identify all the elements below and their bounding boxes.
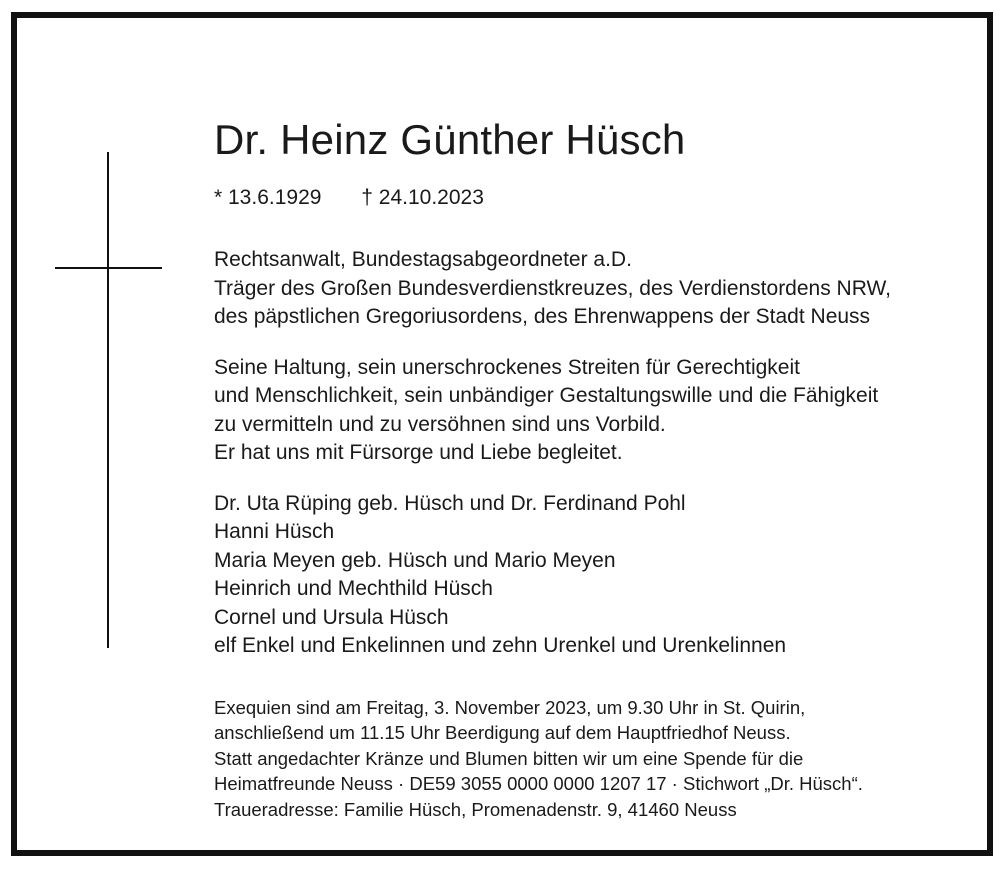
family-member: Maria Meyen geb. Hüsch und Mario Meyen <box>214 548 616 572</box>
birth-date: * 13.6.1929 <box>214 186 322 209</box>
titles-line: Rechtsanwalt, Bundestagsabgeordneter a.D. <box>214 248 632 271</box>
family-block <box>214 490 954 661</box>
notice-content <box>214 112 954 822</box>
funeral-info-line: Traueradresse: Familie Hüsch, Promenadenstr. 9, 41460 Neuss <box>214 798 737 820</box>
titles-block <box>214 246 954 332</box>
titles-line: Träger des Großen Bundesverdienstkreuzes, des Verdienstordens NRW, <box>214 276 892 300</box>
family-member: Dr. Uta Rüping geb. Hüsch und Dr. Ferdinand Pohl <box>214 491 686 515</box>
life-dates <box>214 184 954 212</box>
tribute-line: Er hat uns mit Fürsorge und Liebe begleitet. <box>214 441 623 464</box>
family-member: Heinrich und Mechthild Hüsch <box>214 577 493 600</box>
cross-horizontal-bar <box>55 267 162 269</box>
titles-line: des päpstlichen Gregoriusordens, des Ehrenwappens der Stadt Neuss <box>214 305 871 328</box>
family-member: Cornel und Ursula Hüsch <box>214 605 449 629</box>
deceased-name: Dr. Heinz Günther Hüsch <box>214 116 686 163</box>
funeral-info-line: anschließend um 11.15 Uhr Beerdigung auf dem Hauptfriedhof Neuss. <box>214 722 791 743</box>
funeral-info-line: Exequien sind am Freitag, 3. November 2023, um 9.30 Uhr in St. Quirin, <box>214 696 806 718</box>
funeral-info-line: Statt angedachter Kränze und Blumen bitten wir um eine Spende für die <box>214 747 804 769</box>
tribute-block <box>214 354 954 468</box>
funeral-info-block <box>214 695 954 823</box>
cross-vertical-bar <box>107 152 109 648</box>
tribute-line: Seine Haltung, sein unerschrockenes Streiten für Gerechtigkeit <box>214 355 800 379</box>
death-date: † 24.10.2023 <box>361 186 484 209</box>
family-member: Hanni Hüsch <box>214 520 335 543</box>
tribute-line: zu vermitteln und zu versöhnen sind uns Vorbild. <box>214 412 666 436</box>
funeral-info-line: Heimatfreunde Neuss · DE59 3055 0000 0000 1207 17 · Stichwort „Dr. Hüsch“. <box>214 773 863 794</box>
tribute-line: und Menschlichkeit, sein unbändiger Gestaltungswille und die Fähigkeit <box>214 384 879 407</box>
family-member: elf Enkel und Enkelinnen und zehn Urenkel und Urenkelinnen <box>214 634 787 657</box>
